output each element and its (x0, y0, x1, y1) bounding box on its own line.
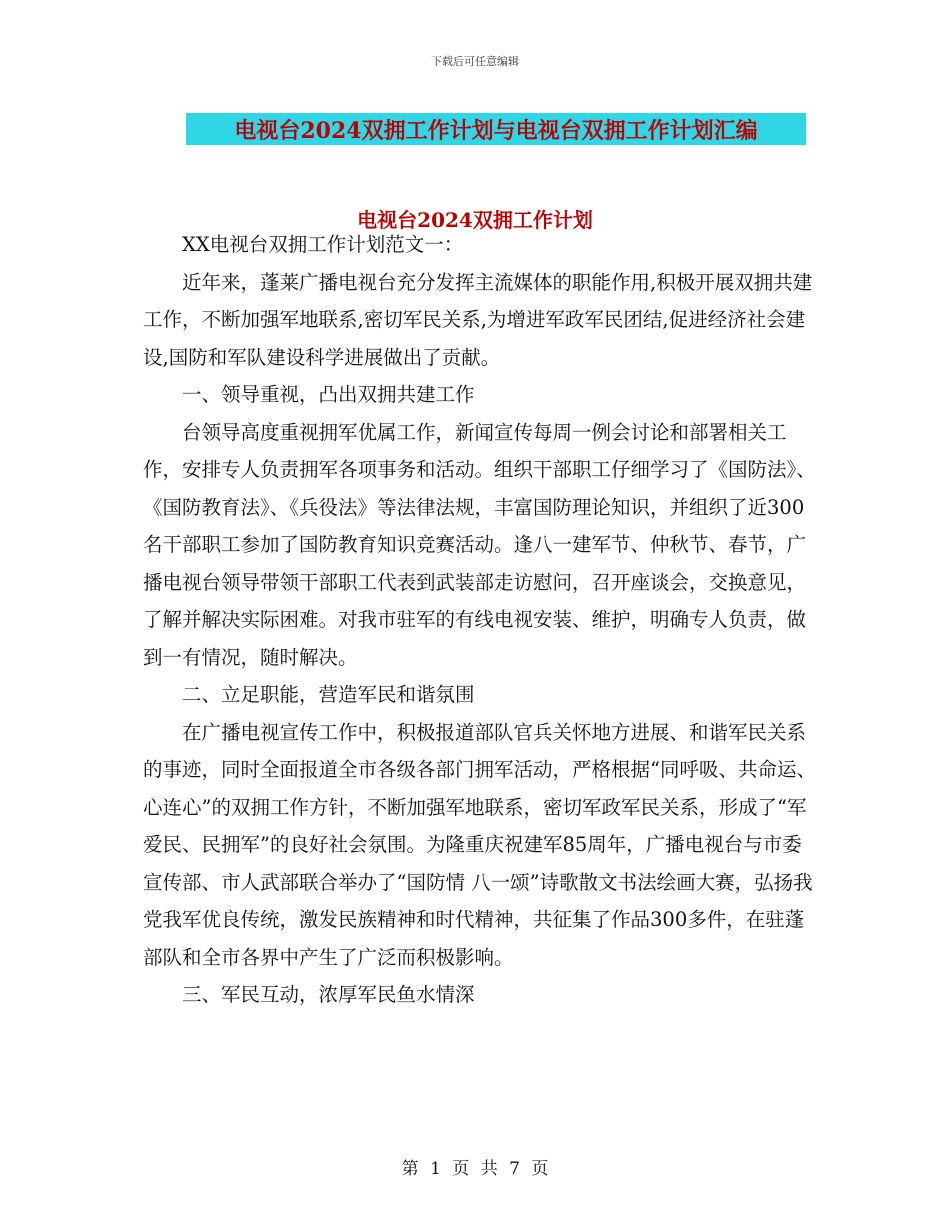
document-body (143, 226, 818, 1014)
section-heading-3: 三、军民互动，浓厚军民鱼水情深 (182, 983, 475, 1006)
header-note: 下载后可任意编辑 (431, 55, 519, 68)
main-title: 电视台2024双拥工作计划与电视台双拥工作计划汇编 (234, 117, 758, 144)
paragraph-intro: XX电视台双拥工作计划范文一： (182, 233, 464, 256)
sub-title: 电视台2024双拥工作计划 (357, 208, 593, 232)
page-footer: 第 1 页 共 7 页 (401, 1159, 549, 1179)
paragraph-section-2: 在广播电视宣传工作中，积极报道部队官兵关怀地方进展、和谐军民关系的事迹，同时全面报道全市各级各部门拥军活动，严格根据“同呼吸、共命运、心连心”的双拥工作方针，不断加强军地联系，密切军政军民关系，形成了“军爱民、民拥军”的良好社会氛围。为隆重庆祝建军85周年，广播电视台与市委宣传部、市人武部联合举办了“国防情 八一颂”诗歌散文书法绘画大赛，弘扬我党我军优良传统，激发民族精神和时代精神，共征集了作品300多件，在驻蓬部队和全市各界中产生了广泛而积极影响。 (143, 720, 816, 969)
paragraph-overview: 近年来，蓬莱广播电视台充分发挥主流媒体的职能作用,积极开展双拥共建工作，不断加强军地联系,密切军民关系,为增进军政军民团结,促进经济社会建设,国防和军队建设科学进展做出了贡献。 (143, 270, 813, 369)
paragraph-section-1: 台领导高度重视拥军优属工作，新闻宣传每周一例会讨论和部署相关工作，安排专人负责拥军各项事务和活动。组织干部职工仔细学习了《国防法》、《国防教育法》、《兵役法》等法律法规，丰富国防理论知识，并组织了近300名干部职工参加了国防教育知识竞赛活动。逢八一建军节、仲秋节、春节，广播电视台领导带领干部职工代表到武装部走访慰问，召开座谈会，交换意见，了解并解决实际困难。对我市驻军的有线电视安装、维护，明确专人负责，做到一有情况，随时解决。 (143, 420, 816, 669)
section-heading-1: 一、领导重视，凸出双拥共建工作 (182, 383, 475, 406)
main-title-highlight (186, 113, 806, 145)
section-heading-2: 二、立足职能，营造军民和谐氛围 (182, 683, 475, 706)
